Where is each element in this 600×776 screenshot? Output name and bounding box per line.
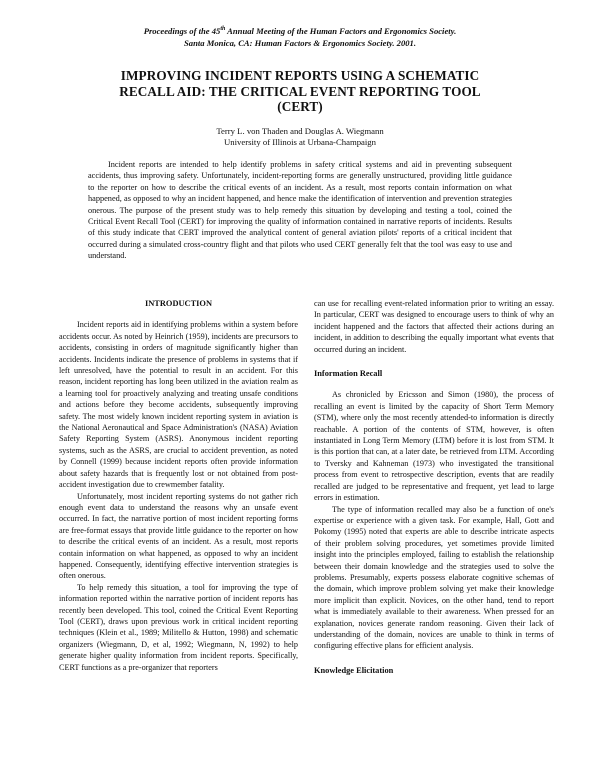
recall-paragraph-2: The type of information recalled may also be a function of one's expertise or experience with a given task. For example, Hall, Gott and Pokomy (1995) noted that experts are able to describe intricate aspects of their problem solving procedures, yet sometimes provide limited insight into the principles employed, failing to establish the relationship between their domain knowledge and the strategies used to solve the problems. Presumably, experts possess elaborate cognitive schemas of the domain, which improve problem solving yet make their knowledge more implicit than explicit. Novices, on the other hand, tend to report what is immediately available to their awareness. When pressed for an explanation, novices generate random reasoning. Given their lack of understanding of the domain, novices are unable to think in terms of configuring effective plans for efficient analysis. (314, 504, 554, 651)
author-affiliation: University of Illinois at Urbana-Champaign (224, 137, 376, 147)
section-heading-information-recall: Information Recall (314, 369, 383, 379)
title-line-3: (CERT) (277, 99, 323, 114)
intro-paragraph-1: Incident reports aid in identifying problems within a system before accidents occur. As noted by Heinrich (1959), incidents are precursors to accidents, consisting in orders of magnitude significantly higher than accidents. Incidents indicate the presence of problems in systems that if left unresolved, have the potential to result in an accident. For this reason, incident reporting has long been utilized in the aviation realm as a learning tool for proactively analyzing and treating unsafe conditions and actions before they become accidents, subsequently improving safety. The most widely known incident reporting system in aviation is the National Aeronautical and Space Administration's (NASA) Aviation Safety Reporting System (ASRS). Anonymous incident reporting systems, such as the ASRS, are crucial to accident prevention, as noted by Connell (1999) because incident reports often provide information about safety hazards that is frequently lost or not obtained from post-accident investigation due to crewmember fatality. (59, 320, 298, 490)
intro-paragraph-2: Unfortunately, most incident reporting systems do not gather rich enough event data to understand the reasons why an unsafe event occurred. In fact, the narrative portion of most incident reporting forms are free-format essays that provide little guidance to the reporter on how to describe the critical events of an incident. As a result, most reports contain information on what happened, as opposed to why an incident happened. Consequently, identifying effective intervention strategies is often onerous. (59, 491, 298, 581)
section-heading-introduction: INTRODUCTION (144, 299, 212, 308)
header-line-1-post: Annual Meeting of the Human Factors and Ergonomics Society. (225, 25, 457, 36)
proceedings-header (0, 23, 600, 49)
header-line-1-pre: Proceedings of the 45 (143, 25, 221, 36)
paper-title (90, 68, 510, 115)
intro-paragraph-3: To help remedy this situation, a tool for improving the type of information reported within the narrative portion of incident reports has recently been developed. This tool, coined the Critical Event Reporting Tool (CERT), draws upon previous work in critical incident reporting techniques (Klein et al., 1989; Militello & Hutton, 1998) and schematic organizers (Wiegmann, D, et al, 1992; Wiegmann, N, 1992) to help generate higher quality information from incident reports. Specifically, CERT functions as a pre-organizer that reporters (59, 582, 298, 672)
header-line-1 (0, 23, 600, 37)
title-line-1: IMPROVING INCIDENT REPORTS USING A SCHEMATIC (120, 68, 480, 83)
title-line-2: RECALL AID: THE CRITICAL EVENT REPORTING TOOL (119, 83, 481, 99)
header-line-2: Santa Monica, CA: Human Factors & Ergonomics Society. 2001. (184, 37, 416, 48)
left-column (59, 298, 298, 673)
intro-paragraph-continued: can use for recalling event-related information prior to writing an essay. In particular, CERT was designed to encourage users to think of why an incident happened and the factors that affected their actions during an incident, in addition to describing the equally important what events that occurred during an incident. (314, 299, 554, 354)
recall-paragraph-1: As chronicled by Ericsson and Simon (1980), the process of recalling an event is limited by the capacity of Short Term Memory (STM), where only the most recently attended-to information is directly reachable. A portion of the contents of STM, however, is often instantiated in Long Term Memory (LTM) before it is lost from STM. It is this portion that can, at a later date, be retrieved from LTM. According to Tversky and Kahneman (1973) who investigated the transitional process from event to retrospective description, events that are readily recalled are judged to be representative and frequent, yet lead to large errors in estimation. (314, 390, 554, 503)
header-line-1-sup: th (220, 26, 226, 32)
abstract: Incident reports are intended to help identify problems in safety critical systems and aid in preventing subsequent accidents, thus improving safety. Unfortunately, incident-reporting forms are generally unstructured, providing little guidance to the reporter on how to describe the critical events of an incident. As a result, most reports contain information on what happened, as opposed to why an incident happened, and hence make the identification of intervention and prevention strategies onerous. The purpose of the present study was to help remedy this situation by developing and testing a tool, coined the Critical Event Recall Tool (CERT) for improving the quality of information contained in narrative reports of incidents. Results of this study indicate that CERT improved the analytical content of general aviation pilots' reports of a critical incident that occurred during a simulated cross-country flight and that pilots who used CERT generally felt that the tool was easy to use and understand. (88, 160, 512, 261)
right-column (314, 298, 554, 686)
author-names: Terry L. von Thaden and Douglas A. Wiegmann (216, 126, 384, 136)
section-heading-knowledge-elicitation: Knowledge Elicitation (314, 665, 394, 675)
author-block (0, 126, 600, 148)
